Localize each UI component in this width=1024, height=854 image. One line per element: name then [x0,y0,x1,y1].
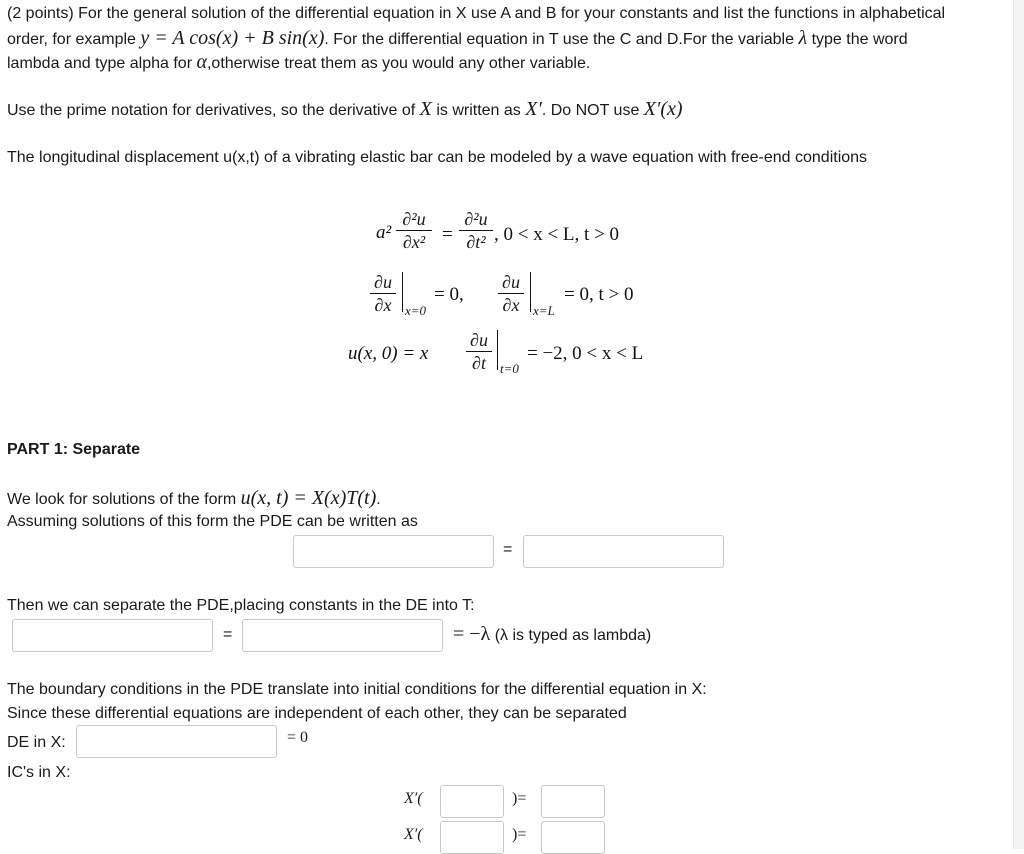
notation-text: . Do NOT use [541,102,644,119]
form-text: . [376,491,381,508]
ic1-prefix: X′( [404,790,423,807]
equals-sign: = [503,541,513,558]
fraction-denominator: ∂t² [466,232,486,252]
lambda-note: (λ is typed as lambda) [494,627,652,644]
ic2-prefix: X′( [404,826,423,843]
ic1-equals: )= [512,790,527,807]
pde-domain: , 0 < x < L, t > 0 [494,224,620,245]
bc-subscript-L: x=L [533,303,555,318]
intro-line-2 [7,26,908,52]
independent-line [7,702,627,726]
ic-displacement: u(x, 0) = x [348,343,429,364]
bc-value-L: = 0, t > 0 [564,284,634,305]
fraction-bar [498,293,524,294]
ic1-value-input[interactable] [541,785,605,818]
fraction-bar [396,230,432,231]
description [7,146,867,170]
neg-lambda: = −λ [453,623,491,645]
intro-text: lambda and type alpha for [7,55,197,72]
fraction-numerator: ∂u [374,272,392,292]
neg-lambda-text [453,623,651,646]
pde-fraction-t [459,209,493,252]
intro-text: ,otherwise treat them as you would any other variable. [206,55,591,72]
de-label [7,731,66,755]
form-line [7,486,381,512]
ic2-arg-input[interactable] [440,821,504,854]
bc-fraction-right [498,272,524,315]
ics-label-text: IC's in X: [7,764,71,781]
ic2-value-input[interactable] [541,821,605,854]
fraction-denominator: ∂t [472,353,486,373]
intro-text: . For the differential equation in T use the C and D.For the variable [324,31,799,48]
fraction-bar [466,351,492,352]
lambda-symbol: λ [798,27,808,49]
notation-line [7,97,683,123]
math-X-prime-of-x: X′(x) [643,98,683,120]
ics-label [7,761,71,785]
notation-text: Use the prime notation for derivatives, so the derivative of [7,102,420,119]
bc-fraction-left [370,272,396,315]
fraction-numerator: ∂²u [402,209,426,229]
pde-rhs-input[interactable] [523,535,724,568]
fraction-denominator: ∂x [502,295,520,315]
evaluation-bar [497,330,498,370]
fraction-bar [370,293,396,294]
fraction-numerator: ∂u [502,272,520,292]
intro-line-1 [7,2,945,26]
ic2-equals: )= [512,826,527,843]
boundary-text: The boundary conditions in the PDE translate into initial conditions for the differential equation in X: [7,681,707,698]
written-as-text: Assuming solutions of this form the PDE can be written as [7,513,418,530]
heading-text: PART 1: Separate [7,441,141,458]
ic-value: = −2, 0 < x < L [527,343,644,364]
part1-heading [7,438,140,462]
bc-subscript-0: x=0 [405,303,427,318]
intro-line-3 [7,50,590,76]
example-formula: y = A cos(x) + B sin(x) [140,27,325,49]
written-as-line [7,510,418,534]
alpha-symbol: α [196,51,207,73]
sep-rhs-input[interactable] [242,619,443,652]
separate-text: Then we can separate the PDE,placing constants in the DE into T: [7,597,475,614]
math-X: X [419,98,432,120]
intro-text: order, for example [7,31,141,48]
evaluation-bar [402,272,403,312]
de-x-input[interactable] [76,725,277,758]
notation-text: is written as [431,102,526,119]
boundary-line [7,678,707,702]
fraction-bar [459,230,493,231]
de-label-text: DE in X: [7,734,66,751]
bc-value-0: = 0, [434,284,464,305]
separation-form: u(x, t) = X(x)T(t) [240,487,377,509]
ic-fraction [466,330,492,373]
ic1-arg-input[interactable] [440,785,504,818]
fraction-denominator: ∂x² [402,232,426,252]
description-text: The longitudinal displacement u(x,t) of a vibrating elastic bar can be modeled by a wave equation with free-end conditions [7,149,868,166]
pde-fraction-x [396,209,432,252]
de-equals-zero: = 0 [287,729,309,746]
fraction-numerator: ∂u [470,330,488,350]
fraction-denominator: ∂x [374,295,392,315]
fraction-numerator: ∂²u [464,209,488,229]
ic-subscript: t=0 [500,361,519,376]
pde-lhs-input[interactable] [293,535,494,568]
independent-text: Since these differential equations are independent of each other, they can be separated [7,705,627,722]
math-X-prime: X′ [525,98,542,120]
pde-equals: = [442,224,453,245]
pde-a-squared: a² [376,222,392,243]
intro-text: type the word [807,31,908,48]
equals-sign: = [223,626,233,643]
sep-lhs-input[interactable] [12,619,213,652]
form-text: We look for solutions of the form [7,491,241,508]
evaluation-bar [530,272,531,312]
separate-line [7,594,475,618]
intro-text: (2 points) For the general solution of the differential equation in X use A and B for your constants and list the functions in alphabetical [7,5,946,22]
scrollbar[interactable] [1013,0,1024,849]
